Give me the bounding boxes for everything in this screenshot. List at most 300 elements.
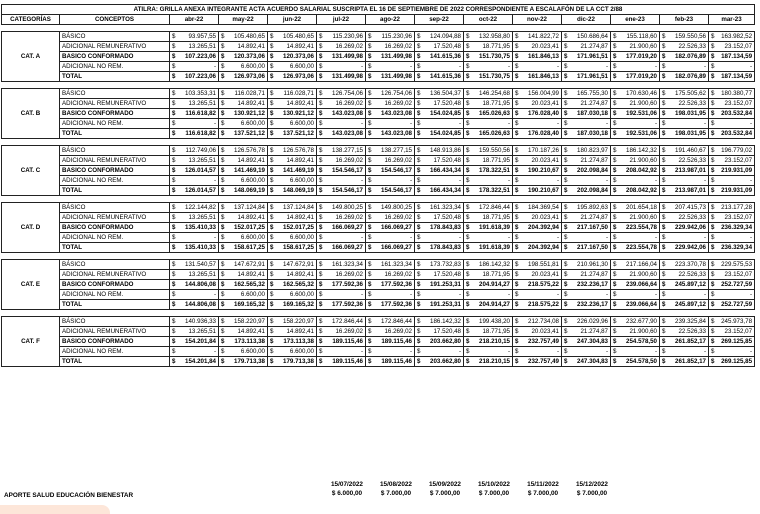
amount-value: 165.026,63 — [479, 130, 510, 137]
currency-symbol: $ — [270, 130, 274, 137]
amount-value: 105.480,65 — [234, 33, 265, 40]
currency-symbol: $ — [564, 348, 568, 355]
amount-value: 16.269,02 — [335, 157, 363, 164]
amount-value: 180.823,97 — [577, 147, 608, 154]
amount-value: 22.526,33 — [678, 100, 706, 107]
amount-value: 116.028,71 — [283, 90, 314, 97]
amount-cell — [562, 243, 611, 253]
table-row — [2, 347, 755, 357]
amount-value: 131.499,98 — [332, 73, 363, 80]
currency-symbol: $ — [270, 177, 274, 184]
amount-cell — [366, 89, 415, 99]
currency-symbol: $ — [319, 63, 323, 70]
amount-cell — [170, 156, 219, 166]
amount-value: 203.532,84 — [721, 110, 753, 117]
amount-cell — [611, 290, 660, 300]
currency-symbol: $ — [221, 110, 225, 117]
amount-value: 138.277,15 — [381, 147, 412, 154]
amount-cell — [219, 99, 268, 109]
concept-adicional-no-rem: ADICIONAL NO REM. — [60, 62, 170, 72]
currency-symbol: $ — [515, 90, 519, 97]
currency-symbol: $ — [417, 177, 421, 184]
amount-value: 21.900,60 — [629, 214, 657, 221]
currency-symbol: $ — [319, 147, 323, 154]
amount-value: - — [507, 63, 510, 70]
currency-symbol: $ — [662, 318, 666, 325]
currency-symbol: $ — [515, 110, 519, 117]
amount-value: 226.029,96 — [577, 318, 608, 325]
amount-value: 22.526,33 — [678, 271, 706, 278]
amount-value: 126.973,06 — [234, 73, 265, 80]
currency-symbol: $ — [319, 100, 323, 107]
amount-cell — [219, 109, 268, 119]
amount-value: 219.931,09 — [721, 187, 753, 194]
amount-value: 218.575,22 — [528, 301, 559, 308]
amount-cell — [513, 213, 562, 223]
currency-symbol: $ — [564, 291, 568, 298]
amount-value: 14.892,41 — [286, 43, 314, 50]
amount-cell — [513, 327, 562, 337]
aporte-amount: $ 6.000,00 — [331, 490, 363, 497]
currency-symbol: $ — [613, 214, 617, 221]
currency-symbol: $ — [172, 110, 176, 117]
currency-symbol: $ — [319, 358, 323, 365]
amount-cell — [562, 119, 611, 129]
currency-symbol: $ — [466, 147, 470, 154]
currency-symbol: $ — [221, 167, 225, 174]
amount-cell — [219, 260, 268, 270]
amount-cell — [660, 156, 709, 166]
amount-value: 166.069,27 — [381, 244, 412, 251]
salary-grid-sheet — [1, 4, 753, 367]
amount-cell — [660, 129, 709, 139]
amount-cell — [562, 109, 611, 119]
currency-symbol: $ — [711, 157, 715, 164]
currency-symbol: $ — [613, 177, 617, 184]
amount-value: 137.124,84 — [283, 204, 314, 211]
currency-symbol: $ — [368, 338, 372, 345]
amount-cell — [366, 203, 415, 213]
currency-symbol: $ — [662, 53, 666, 60]
amount-cell — [317, 203, 366, 213]
currency-symbol: $ — [613, 224, 617, 231]
currency-symbol: $ — [613, 271, 617, 278]
amount-value: 146.254,68 — [479, 90, 510, 97]
amount-value: 212.734,08 — [528, 318, 559, 325]
table-row — [2, 99, 755, 109]
amount-cell — [709, 327, 755, 337]
salary-grid-table — [1, 4, 755, 367]
amount-value: 23.152,07 — [724, 214, 753, 221]
header-month: oct-22 — [464, 15, 513, 25]
amount-cell — [317, 156, 366, 166]
amount-cell — [464, 243, 513, 253]
amount-cell — [709, 156, 755, 166]
amount-value: - — [213, 234, 216, 241]
currency-symbol: $ — [221, 204, 225, 211]
currency-symbol: $ — [172, 281, 176, 288]
amount-cell — [219, 72, 268, 82]
amount-value: 219.931,09 — [721, 167, 753, 174]
amount-value: - — [749, 177, 753, 184]
amount-value: 252.727,59 — [721, 301, 753, 308]
amount-cell — [660, 176, 709, 186]
amount-cell — [317, 146, 366, 156]
currency-symbol: $ — [172, 157, 176, 164]
amount-cell — [513, 89, 562, 99]
currency-symbol: $ — [662, 147, 666, 154]
currency-symbol: $ — [466, 120, 470, 127]
amount-cell — [660, 32, 709, 42]
currency-symbol: $ — [368, 271, 372, 278]
amount-cell — [513, 243, 562, 253]
amount-value: 144.806,08 — [185, 301, 216, 308]
amount-value: 105.480,65 — [283, 33, 314, 40]
amount-cell — [709, 89, 755, 99]
amount-cell — [268, 72, 317, 82]
currency-symbol: $ — [515, 328, 519, 335]
currency-symbol: $ — [270, 281, 274, 288]
currency-symbol: $ — [466, 348, 470, 355]
amount-cell — [366, 327, 415, 337]
currency-symbol: $ — [270, 338, 274, 345]
amount-cell — [317, 243, 366, 253]
header-month: may-22 — [219, 15, 268, 25]
amount-value: 21.274,87 — [580, 214, 608, 221]
concept-basico: BÁSICO — [60, 203, 170, 213]
amount-cell — [219, 280, 268, 290]
amount-cell — [562, 146, 611, 156]
currency-symbol: $ — [613, 110, 617, 117]
amount-value: 22.526,33 — [678, 214, 706, 221]
amount-value: 178.843,83 — [430, 244, 461, 251]
amount-cell — [366, 270, 415, 280]
currency-symbol: $ — [466, 90, 470, 97]
amount-value: 141.615,36 — [430, 53, 461, 60]
amount-cell — [562, 89, 611, 99]
amount-value: 223.370,78 — [675, 261, 706, 268]
table-row — [2, 223, 755, 233]
currency-symbol: $ — [221, 224, 225, 231]
currency-symbol: $ — [368, 301, 372, 308]
amount-cell — [415, 72, 464, 82]
currency-symbol: $ — [515, 224, 519, 231]
amount-value: 245.973,78 — [721, 318, 753, 325]
currency-symbol: $ — [270, 224, 274, 231]
currency-symbol: $ — [172, 348, 176, 355]
amount-cell — [513, 233, 562, 243]
currency-symbol: $ — [172, 214, 176, 221]
currency-symbol: $ — [368, 33, 372, 40]
currency-symbol: $ — [221, 301, 225, 308]
amount-value: 166.069,27 — [332, 244, 363, 251]
amount-cell — [317, 176, 366, 186]
amount-value: 17.520,48 — [433, 100, 461, 107]
amount-value: 14.892,41 — [286, 214, 314, 221]
amount-cell — [268, 62, 317, 72]
currency-symbol: $ — [417, 318, 421, 325]
currency-symbol: $ — [564, 214, 568, 221]
currency-symbol: $ — [417, 244, 421, 251]
currency-symbol: $ — [368, 214, 372, 221]
amount-cell — [562, 260, 611, 270]
header-month: feb-23 — [660, 15, 709, 25]
amount-value: 13.265,51 — [188, 157, 216, 164]
currency-symbol: $ — [417, 291, 421, 298]
amount-value: 179.713,38 — [283, 358, 314, 365]
block-spacer — [2, 253, 755, 260]
amount-value: 14.892,41 — [237, 157, 265, 164]
currency-symbol: $ — [221, 63, 225, 70]
amount-cell — [415, 129, 464, 139]
currency-symbol: $ — [466, 271, 470, 278]
amount-value: 245.897,12 — [675, 301, 706, 308]
amount-value: 177.019,20 — [626, 73, 657, 80]
currency-symbol: $ — [613, 63, 617, 70]
amount-value: 6.600,00 — [289, 291, 314, 298]
amount-cell — [464, 156, 513, 166]
table-row — [2, 186, 755, 196]
header-month: ene-23 — [611, 15, 660, 25]
currency-symbol: $ — [466, 318, 470, 325]
amount-cell — [219, 300, 268, 310]
amount-value: 126.576,78 — [234, 147, 265, 154]
amount-value: 229.942,06 — [675, 244, 706, 251]
currency-symbol: $ — [515, 53, 519, 60]
amount-cell — [709, 280, 755, 290]
amount-cell — [170, 109, 219, 119]
amount-cell — [170, 129, 219, 139]
currency-symbol: $ — [711, 261, 715, 268]
amount-value: 18.771,95 — [482, 214, 510, 221]
currency-symbol: $ — [319, 281, 323, 288]
table-row — [2, 62, 755, 72]
amount-value: 21.274,87 — [580, 271, 608, 278]
amount-cell — [317, 129, 366, 139]
amount-value: 198.031,95 — [675, 130, 706, 137]
currency-symbol: $ — [515, 147, 519, 154]
currency-symbol: $ — [613, 120, 617, 127]
amount-value: 239.325,84 — [675, 318, 706, 325]
amount-value: 172.846,44 — [479, 204, 510, 211]
amount-value: 177.592,36 — [332, 281, 363, 288]
concept-basico-conformado: BASICO CONFORMADO — [60, 109, 170, 119]
amount-cell — [317, 300, 366, 310]
amount-cell — [660, 213, 709, 223]
currency-symbol: $ — [564, 281, 568, 288]
table-row — [2, 166, 755, 176]
amount-cell — [415, 223, 464, 233]
amount-value: 115.230,96 — [332, 33, 363, 40]
currency-symbol: $ — [515, 244, 519, 251]
amount-value: 116.028,71 — [234, 90, 265, 97]
currency-symbol: $ — [270, 244, 274, 251]
amount-cell — [611, 300, 660, 310]
amount-value: 223.554,78 — [626, 244, 657, 251]
currency-symbol: $ — [515, 301, 519, 308]
block-spacer — [2, 139, 755, 146]
amount-value: 154.546,17 — [381, 167, 412, 174]
currency-symbol: $ — [417, 63, 421, 70]
amount-cell — [464, 119, 513, 129]
currency-symbol: $ — [319, 33, 323, 40]
amount-value: 175.505,62 — [675, 90, 706, 97]
amount-cell — [170, 32, 219, 42]
amount-cell — [513, 280, 562, 290]
amount-value: 232.677,90 — [626, 318, 657, 325]
currency-symbol: $ — [662, 167, 666, 174]
currency-symbol: $ — [172, 73, 176, 80]
currency-symbol: $ — [466, 301, 470, 308]
currency-symbol: $ — [613, 281, 617, 288]
amount-cell — [268, 327, 317, 337]
currency-symbol: $ — [662, 73, 666, 80]
amount-value: 21.900,60 — [629, 157, 657, 164]
currency-symbol: $ — [613, 147, 617, 154]
amount-cell — [513, 42, 562, 52]
currency-symbol: $ — [711, 204, 715, 211]
aporte-column — [563, 480, 621, 498]
amount-cell — [513, 156, 562, 166]
amount-cell — [464, 290, 513, 300]
amount-cell — [317, 186, 366, 196]
currency-symbol: $ — [711, 291, 715, 298]
amount-value: 192.531,06 — [626, 130, 657, 137]
currency-symbol: $ — [368, 187, 372, 194]
currency-symbol: $ — [368, 234, 372, 241]
currency-symbol: $ — [417, 100, 421, 107]
currency-symbol: $ — [368, 167, 372, 174]
currency-symbol: $ — [711, 187, 715, 194]
amount-value: 203.662,80 — [430, 358, 461, 365]
amount-cell — [562, 213, 611, 223]
block-spacer — [2, 196, 755, 203]
amount-value: 165.026,63 — [479, 110, 510, 117]
amount-value: 186.142,32 — [626, 147, 657, 154]
amount-value: 171.961,51 — [577, 73, 608, 80]
amount-cell — [170, 223, 219, 233]
currency-symbol: $ — [221, 348, 225, 355]
amount-value: 195.892,63 — [577, 204, 608, 211]
currency-symbol: $ — [515, 73, 519, 80]
amount-cell — [464, 357, 513, 367]
currency-symbol: $ — [270, 187, 274, 194]
amount-cell — [611, 32, 660, 42]
currency-symbol: $ — [221, 261, 225, 268]
amount-value: - — [360, 291, 363, 298]
amount-value: 169.165,32 — [283, 301, 314, 308]
amount-cell — [660, 72, 709, 82]
amount-value: 103.353,31 — [185, 90, 216, 97]
table-row — [2, 72, 755, 82]
amount-value: 6.600,00 — [289, 63, 314, 70]
amount-cell — [366, 176, 415, 186]
concept-total: TOTAL — [60, 243, 170, 253]
amount-cell — [611, 280, 660, 290]
amount-value: 23.152,07 — [724, 328, 753, 335]
amount-value: 245.897,12 — [675, 281, 706, 288]
currency-symbol: $ — [221, 358, 225, 365]
amount-value: 18.771,95 — [482, 157, 510, 164]
amount-cell — [219, 119, 268, 129]
amount-cell — [170, 337, 219, 347]
amount-cell — [611, 357, 660, 367]
amount-cell — [611, 52, 660, 62]
amount-cell — [562, 290, 611, 300]
currency-symbol: $ — [711, 224, 715, 231]
amount-value: 229.575,53 — [721, 261, 753, 268]
amount-cell — [660, 327, 709, 337]
amount-value: 177.592,36 — [381, 281, 412, 288]
amount-value: - — [507, 234, 510, 241]
amount-value: 166.434,34 — [430, 167, 461, 174]
currency-symbol: $ — [662, 187, 666, 194]
amount-value: 161.323,34 — [332, 261, 363, 268]
currency-symbol: $ — [466, 33, 470, 40]
currency-symbol: $ — [564, 130, 568, 137]
amount-value: - — [213, 63, 216, 70]
currency-symbol: $ — [368, 147, 372, 154]
amount-cell — [366, 146, 415, 156]
amount-value: 13.265,51 — [188, 43, 216, 50]
currency-symbol: $ — [711, 110, 715, 117]
concept-adicional-remunerativo: ADICIONAL REMUNERATIVO — [60, 99, 170, 109]
amount-value: 20.023,41 — [531, 271, 559, 278]
amount-value: 236.329,34 — [721, 224, 753, 231]
amount-value: 158.220,97 — [234, 318, 265, 325]
amount-value: 6.600,00 — [240, 63, 265, 70]
amount-cell — [415, 109, 464, 119]
currency-symbol: $ — [515, 157, 519, 164]
amount-cell — [611, 203, 660, 213]
amount-value: 143.023,08 — [381, 110, 412, 117]
amount-value: 152.017,25 — [234, 224, 265, 231]
amount-value: 14.892,41 — [237, 271, 265, 278]
amount-value: 162.565,32 — [234, 281, 265, 288]
currency-symbol: $ — [711, 63, 715, 70]
amount-cell — [366, 300, 415, 310]
table-row — [2, 89, 755, 99]
amount-value: - — [654, 177, 657, 184]
amount-value: 17.520,48 — [433, 157, 461, 164]
amount-value: 217.167,50 — [577, 244, 608, 251]
amount-cell — [317, 357, 366, 367]
amount-value: 192.531,06 — [626, 110, 657, 117]
amount-value: - — [605, 291, 608, 298]
amount-cell — [709, 52, 755, 62]
amount-value: 14.892,41 — [237, 100, 265, 107]
amount-cell — [268, 213, 317, 223]
amount-cell — [709, 99, 755, 109]
amount-cell — [415, 62, 464, 72]
amount-value: 269.125,85 — [721, 358, 753, 365]
amount-cell — [415, 233, 464, 243]
amount-cell — [660, 347, 709, 357]
currency-symbol: $ — [662, 43, 666, 50]
currency-symbol: $ — [270, 271, 274, 278]
amount-cell — [660, 337, 709, 347]
amount-value: 140.936,33 — [185, 318, 216, 325]
amount-cell — [709, 337, 755, 347]
amount-value: 131.499,98 — [381, 53, 412, 60]
currency-symbol: $ — [515, 120, 519, 127]
amount-cell — [709, 317, 755, 327]
currency-symbol: $ — [368, 291, 372, 298]
table-row — [2, 260, 755, 270]
amount-cell — [366, 347, 415, 357]
concept-total: TOTAL — [60, 300, 170, 310]
amount-value: 18.771,95 — [482, 328, 510, 335]
